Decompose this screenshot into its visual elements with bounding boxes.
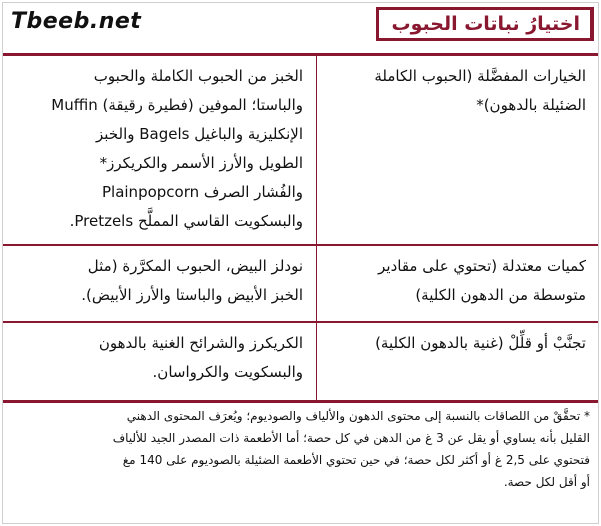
category-cell: الخيارات المفضَّلة (الحبوب الكاملة الضئيلة بالدهون)* [374, 67, 586, 114]
grains-table [3, 53, 598, 403]
examples-cell: الخبز من الحبوب الكاملة والحبوب والباستا؛ الموفين (فطيرة رقيقة) Muffin الإنكليزية والباغيل Bagels والخبز الطويل والأرز الأسمر والكريكرز* والفُشار الصرف Plainpopcorn والبسكويت القاسي المملَّح Pretzels. [51, 67, 303, 230]
examples-cell: نودلز البيض، الحبوب المكرَّرة (مثل الخبز الأبيض والباستا والأرز الأبيض). [81, 257, 303, 304]
page-title: اختيارُ نباتات الحبوب [391, 13, 580, 35]
category-cell: تجنَّبْ أو قلِّلْ (غنية بالدهون الكلية) [375, 334, 586, 352]
footnote: * تحقَّقْ من اللصاقات بالنسبة إلى محتوى الدهون والألياف والصوديوم؛ ويُعرَف المحتوى الدهني القليل بأنه يساوي أو يقل عن 3 غ من الدهن في كل حصة؛ أما الأطعمة ذات المصدر الجيد للألياف فتحتوي على 2,5 غ أو أكثر لكل حصة؛ في حين تحتوي الأطعمة الضئيلة بالصوديوم على 140 مغ أو أقل لكل حصة. [112, 409, 590, 489]
table-row [3, 323, 598, 401]
site-logo: Tbeeb.net [11, 9, 142, 34]
document-page [2, 2, 599, 524]
table-row [3, 56, 598, 244]
examples-cell: الكريكرز والشرائح الغنية بالدهون والبسكويت والكرواسان. [98, 334, 303, 381]
title-box [376, 7, 594, 41]
page-header [3, 3, 598, 47]
category-cell: كميات معتدلة (تحتوي على مقادير متوسطة من الدهون الكلية) [378, 257, 586, 304]
table-row [3, 246, 598, 321]
